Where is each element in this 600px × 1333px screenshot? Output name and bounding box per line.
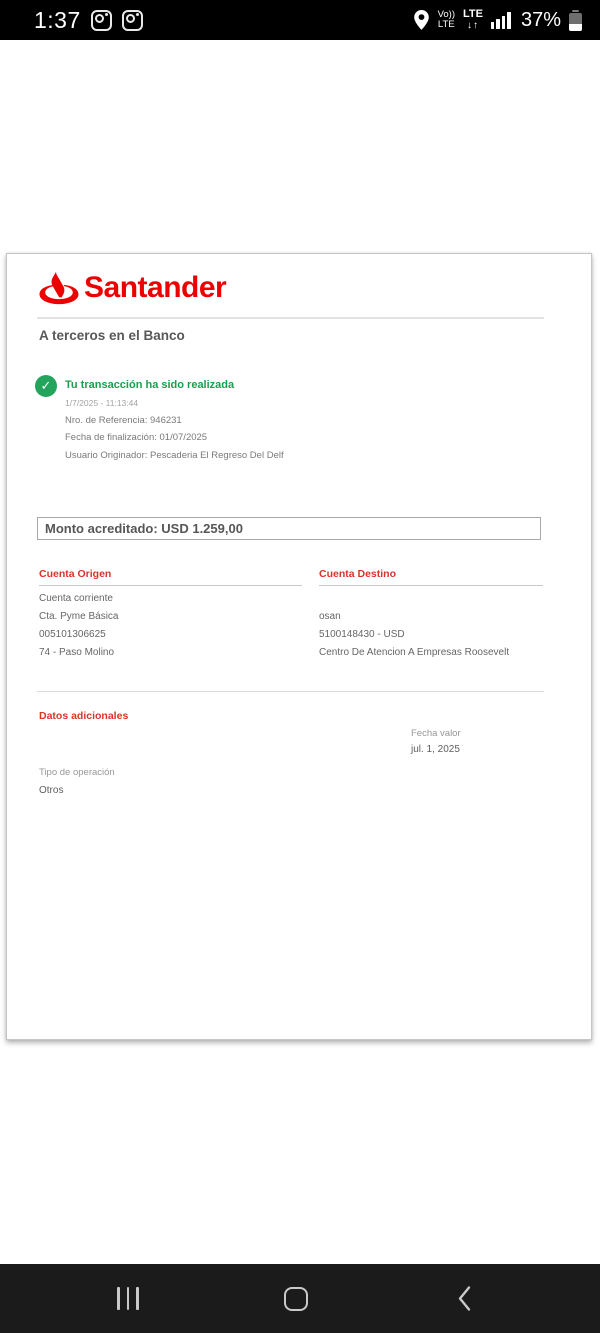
- volte-indicator: [438, 10, 455, 30]
- home-icon: [284, 1287, 308, 1311]
- destination-branch: Centro De Atencion A Empresas Roosevelt: [319, 647, 510, 658]
- header-divider: [37, 317, 544, 319]
- additional-data-header: Datos adicionales: [39, 710, 129, 722]
- navigation-bar: [0, 1264, 600, 1333]
- recents-icon: [117, 1287, 139, 1310]
- success-message: Tu transacción ha sido realizada: [65, 379, 235, 391]
- origin-account-product: Cta. Pyme Básica: [39, 611, 119, 622]
- lte-arrows-icon: ↓↑: [466, 20, 479, 31]
- recents-button[interactable]: [88, 1264, 168, 1333]
- status-bar: [0, 0, 600, 40]
- volte-waves-label: Vo)): [437, 9, 455, 20]
- origin-account-section: [39, 568, 302, 658]
- destination-account-section: [319, 568, 543, 658]
- lte-label: LTE: [463, 8, 483, 20]
- destination-header-underline: [319, 585, 543, 586]
- instagram-lens-icon-2: [126, 14, 135, 23]
- volte-lte-label: LTE: [437, 19, 455, 30]
- battery-icon: [569, 10, 582, 31]
- signal-strength-icon: [491, 12, 511, 29]
- operation-type-label: Tipo de operación: [39, 767, 115, 778]
- instagram-notification-icon: [91, 10, 112, 31]
- instagram-dot-icon-2: [136, 13, 139, 16]
- back-button[interactable]: [424, 1264, 504, 1333]
- originator-user: Usuario Originador: Pescaderia El Regreso Del Delf: [65, 449, 284, 461]
- battery-cap: [572, 10, 579, 13]
- section-divider: [37, 691, 544, 692]
- value-date: jul. 1, 2025: [411, 744, 460, 755]
- battery-body: [569, 13, 582, 31]
- instagram-lens-icon: [95, 14, 104, 23]
- santander-flame-icon: [37, 269, 81, 307]
- success-check-icon: ✓: [35, 375, 57, 397]
- destination-account-header: Cuenta Destino: [319, 568, 397, 580]
- document-title: A terceros en el Banco: [39, 328, 185, 343]
- destination-account-number: 5100148430 - USD: [319, 629, 405, 640]
- transaction-status: [35, 375, 284, 461]
- receipt-document[interactable]: [6, 253, 592, 1040]
- clock: 1:37: [34, 6, 81, 33]
- transaction-datetime: 1/7/2025 - 11:13:44: [65, 398, 139, 408]
- lte-indicator: [463, 9, 483, 31]
- origin-branch: 74 - Paso Molino: [39, 647, 115, 658]
- instagram-notification-icon-2: [122, 10, 143, 31]
- origin-account-type: Cuenta corriente: [39, 593, 113, 604]
- destination-blank-row: [319, 593, 543, 604]
- santander-logo: [37, 269, 226, 307]
- transaction-details: [65, 375, 284, 461]
- status-bar-right: [413, 9, 582, 32]
- brand-wordmark: Santander: [84, 271, 227, 304]
- origin-account-header: Cuenta Origen: [39, 568, 112, 580]
- back-chevron-icon: [457, 1285, 472, 1312]
- operation-type: Otros: [39, 785, 64, 796]
- location-icon: [413, 9, 430, 31]
- amount-box: [37, 517, 541, 540]
- value-date-label: Fecha valor: [411, 728, 461, 739]
- status-bar-left: [34, 7, 143, 34]
- amount-credited: Monto acreditado: USD 1.259,00: [45, 521, 243, 536]
- finalization-date: Fecha de finalización: 01/07/2025: [65, 432, 208, 443]
- home-button[interactable]: [256, 1264, 336, 1333]
- origin-account-number: 005101306625: [39, 629, 106, 640]
- reference-number: Nro. de Referencia: 946231: [65, 414, 182, 426]
- destination-holder: osan: [319, 611, 341, 622]
- battery-fill: [569, 24, 582, 31]
- battery-percent: 37%: [520, 8, 561, 31]
- origin-header-underline: [39, 585, 302, 586]
- instagram-dot-icon: [105, 13, 108, 16]
